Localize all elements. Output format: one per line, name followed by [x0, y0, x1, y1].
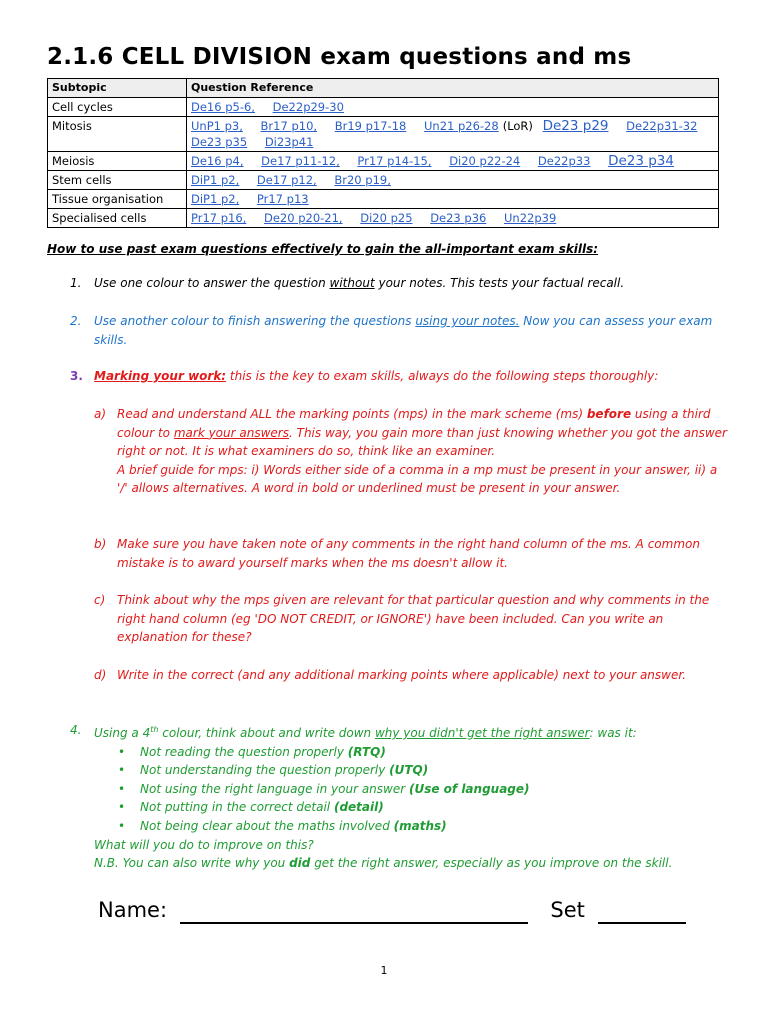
set-field-line[interactable] [598, 898, 686, 924]
bullet-code: (Use of language) [408, 781, 530, 796]
question-link[interactable]: Pr17 p13 [256, 192, 309, 206]
guide-heading: How to use past exam questions effectively to gain the all-important exam skills: [47, 242, 599, 256]
list-item [116, 817, 734, 836]
lor-note: (LoR) [502, 119, 533, 133]
refs-cell [187, 171, 719, 190]
list-item [116, 780, 734, 799]
question-link[interactable]: Br20 p19, [334, 173, 391, 187]
step-2-post: Now you can assess your exam skills. [94, 314, 713, 347]
header-subtopic: Subtopic [48, 79, 187, 98]
name-field-line[interactable] [180, 898, 528, 924]
step-3d-text: Write in the correct (and any additional marking points where applicable) next to your answer. [117, 668, 687, 682]
step-4-sup: th [150, 725, 159, 734]
table-row [48, 152, 719, 171]
step-2-pre: Use another colour to finish answering the questions [94, 314, 416, 328]
question-link[interactable]: Br17 p10, [260, 119, 318, 133]
step-4-block [94, 721, 734, 873]
step-3-number: 3. [70, 369, 83, 383]
refs-cell [187, 190, 719, 209]
step-4-t3: : was it: [589, 726, 637, 740]
question-link[interactable]: De23 p35 [191, 135, 248, 149]
page-title: 2.1.6 CELL DIVISION exam questions and ms [47, 44, 632, 70]
step-3a-t3: . This way, you gain more than just knowing whether you got the answer right or not. It is what examiners do so, think like an examiner. [117, 425, 727, 459]
bullet-code: (detail) [333, 800, 384, 815]
refs-cell [187, 117, 719, 152]
question-reference-table [47, 78, 719, 228]
step-4-number: 4. [70, 723, 82, 737]
step-2-text [94, 312, 724, 349]
step-3b-label: b) [94, 537, 107, 551]
table-row [48, 117, 719, 152]
nb-t2: get the right answer, especially as you improve on the skill. [310, 856, 673, 871]
step-3a-t1: Read and understand ALL the marking points (mps) in the mark scheme (ms) [117, 407, 587, 421]
bullet-code: (maths) [393, 818, 447, 833]
nb-note [94, 854, 734, 873]
refs-cell [187, 152, 719, 171]
step-1-pre: Use one colour to answer the question [94, 276, 330, 290]
question-link[interactable]: Un22p39 [504, 211, 557, 225]
step-3a-label: a) [94, 407, 107, 421]
question-link[interactable]: Pr17 p16, [191, 211, 247, 225]
set-label: Set [550, 898, 585, 922]
nb-t1: N.B. You can also write why you [94, 856, 290, 871]
step-1-post: your notes. This tests your factual recall. [374, 276, 625, 290]
question-link[interactable]: De23 p29 [542, 118, 609, 134]
refs-cell [187, 98, 719, 117]
step-3a-text [117, 405, 727, 498]
bullet-text: Not reading the question properly [140, 744, 348, 759]
table-row [48, 209, 719, 228]
step-4-underline: why you didn't get the right answer [374, 726, 590, 740]
subtopic-cell: Mitosis [48, 117, 187, 152]
step-2-number: 2. [70, 314, 82, 328]
table-row [48, 98, 719, 117]
question-link[interactable]: De16 p4, [191, 154, 244, 168]
step-3-post: this is the key to exam skills, always do the following steps thoroughly: [226, 369, 659, 383]
subtopic-cell: Meiosis [48, 152, 187, 171]
question-link[interactable]: DiP1 p2, [191, 173, 240, 187]
question-link[interactable]: Di20 p22-24 [449, 154, 521, 168]
question-link[interactable]: De17 p12, [256, 173, 317, 187]
step-4-intro [94, 721, 734, 743]
step-4-t2: colour, think about and write down [158, 726, 375, 740]
refs-cell [187, 209, 719, 228]
list-item [116, 743, 734, 762]
table-row [48, 190, 719, 209]
bullet-text: Not being clear about the maths involved [140, 818, 394, 833]
question-link[interactable]: De22p29-30 [272, 100, 344, 114]
step-3a-underline: mark your answers [173, 425, 289, 440]
question-link[interactable]: De16 p5-6, [191, 100, 255, 114]
question-link[interactable]: De22p33 [537, 154, 591, 168]
question-link[interactable]: De17 p11-12, [261, 154, 340, 168]
step-2-underline: using your notes. [415, 314, 520, 328]
step-3c-label: c) [94, 593, 106, 607]
bullet-text: Not putting in the correct detail [140, 800, 334, 815]
question-link[interactable]: Di20 p25 [360, 211, 413, 225]
bullet-text: Not using the right language in your answer [140, 781, 409, 796]
question-link[interactable]: Di23p41 [264, 135, 314, 149]
subtopic-cell: Tissue organisation [48, 190, 187, 209]
step-3a-t2: using a third colour to [117, 407, 711, 440]
question-link[interactable]: De23 p34 [608, 153, 674, 169]
question-link[interactable]: UnP1 p3, [191, 119, 243, 133]
improve-question: What will you do to improve on this? [94, 837, 314, 852]
reasons-list [116, 743, 734, 836]
bullet-code: (UTQ) [389, 763, 429, 778]
step-3-text [94, 367, 734, 386]
page-number: 1 [380, 964, 388, 977]
question-link[interactable]: Pr17 p14-15, [357, 154, 432, 168]
question-link[interactable]: De22p31-32 [626, 119, 698, 133]
subtopic-cell: Cell cycles [48, 98, 187, 117]
step-1-number: 1. [70, 276, 82, 290]
bullet-text: Not understanding the question properly [140, 763, 390, 778]
question-link[interactable]: De20 p20-21, [264, 211, 343, 225]
step-3-heading: Marking your work: [94, 369, 227, 383]
list-item [116, 798, 734, 817]
subtopic-cell: Specialised cells [48, 209, 187, 228]
question-link[interactable]: De23 p36 [430, 211, 487, 225]
step-4-t1: Using a 4 [94, 726, 151, 740]
header-question-reference: Question Reference [187, 79, 719, 98]
name-label: Name: [98, 898, 168, 922]
step-3a-bold: before [586, 407, 632, 421]
subtopic-cell: Stem cells [48, 171, 187, 190]
step-3c-text: Think about why the mps given are relevant for that particular question and why comments in the right hand column (eg 'DO NOT CREDIT, or IGNORE') have been included. Can you write an explanation for these? [117, 593, 710, 645]
question-link[interactable]: DiP1 p2, [191, 192, 240, 206]
question-link[interactable]: Br19 p17-18 [334, 119, 407, 133]
table-header-row [48, 79, 719, 98]
step-3a-t4: A brief guide for mps: i) Words either side of a comma in a mp must be present in your answer, ii) a '/' allows alternatives. A word in bold or underlined must be present in your answer. [117, 462, 718, 496]
nb-bold: did [289, 856, 311, 871]
step-3b-text: Make sure you have taken note of any comments in the right hand column of the ms. A common mistake is to award yourself marks when the ms doesn't allow it. [117, 537, 700, 570]
question-link[interactable]: Un21 p26-28 [423, 119, 499, 133]
step-1-text [94, 274, 724, 293]
list-item [116, 761, 734, 780]
step-3d-label: d) [94, 668, 107, 682]
step-1-underline: without [329, 276, 375, 290]
name-set-row [98, 898, 686, 922]
bullet-code: (RTQ) [347, 744, 386, 759]
table-row [48, 171, 719, 190]
